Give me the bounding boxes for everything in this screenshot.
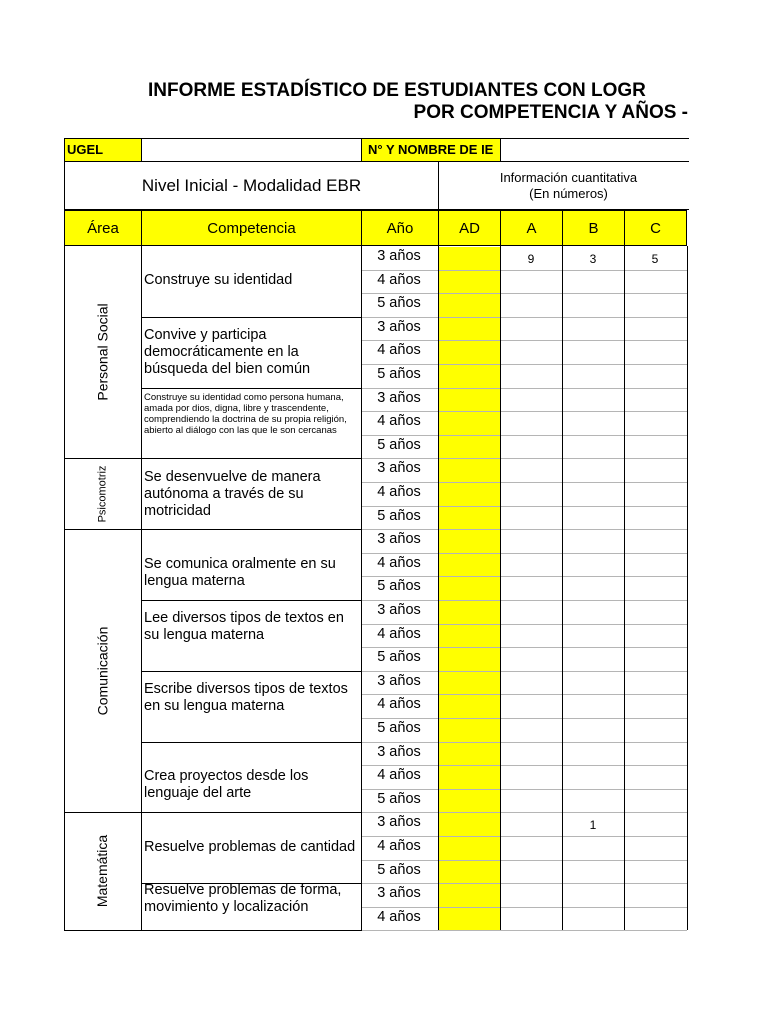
- col-header-anio: Año: [361, 210, 439, 246]
- area-cell: [64, 458, 141, 529]
- ad-cell[interactable]: [439, 648, 500, 671]
- competency-line: [141, 742, 362, 743]
- report-title: INFORME ESTADÍSTICO DE ESTUDIANTES CON LOGR: [148, 80, 646, 101]
- row-line: [361, 836, 687, 837]
- area-label: Personal Social: [94, 303, 111, 401]
- year-label: 5 años: [377, 861, 421, 878]
- ad-cell[interactable]: [439, 318, 500, 341]
- ad-cell[interactable]: [439, 743, 500, 766]
- ad-cell[interactable]: [439, 412, 500, 435]
- ad-cell[interactable]: [439, 577, 500, 600]
- year-label: 3 años: [377, 885, 421, 902]
- row-line: [361, 506, 687, 507]
- ie-value-cell[interactable]: [500, 138, 689, 162]
- row-line: [361, 553, 687, 554]
- info-heading: [438, 162, 689, 210]
- year-label: 4 años: [377, 271, 421, 288]
- row-line: [361, 270, 687, 271]
- competency-line: [141, 812, 362, 813]
- col-line: [687, 246, 688, 930]
- competency-cell: Resuelve problemas de cantidad: [144, 838, 356, 855]
- year-label: 5 años: [377, 436, 421, 453]
- area-label: Comunicación: [94, 626, 111, 716]
- competency-cell: Escribe diversos tipos de textos en su lengua materna: [144, 681, 348, 715]
- col-header-a: A: [500, 210, 563, 246]
- competency-line: [141, 458, 362, 459]
- year-label: 4 años: [377, 554, 421, 571]
- ad-cell[interactable]: [439, 389, 500, 412]
- year-label: 4 años: [377, 767, 421, 784]
- year-label: 3 años: [377, 672, 421, 689]
- ad-cell[interactable]: [439, 813, 500, 836]
- row-line: [361, 340, 687, 341]
- row-line: [361, 576, 687, 577]
- info-line-2: (En números): [529, 186, 608, 201]
- area-cell: [64, 529, 141, 812]
- ad-cell[interactable]: [439, 365, 500, 388]
- competency-line: [141, 388, 362, 389]
- year-label: 4 años: [377, 838, 421, 854]
- row-line: [361, 529, 687, 530]
- ad-cell[interactable]: [439, 530, 500, 553]
- year-label: 3 años: [377, 602, 421, 618]
- competency-line: [141, 671, 362, 672]
- info-line-1: Información cuantitativa: [499, 170, 638, 185]
- ad-cell[interactable]: [439, 672, 500, 695]
- competency-cell: Se comunica oralmente en su lengua materna: [144, 555, 336, 589]
- row-line: [361, 883, 687, 884]
- row-line: [361, 624, 687, 625]
- ad-cell[interactable]: [439, 459, 500, 482]
- ie-label: N° Y NOMBRE DE IE: [361, 138, 501, 162]
- col-line: [64, 246, 65, 930]
- year-label: 5 años: [377, 720, 421, 736]
- ad-cell[interactable]: [439, 294, 500, 317]
- year-label: 4 años: [377, 413, 421, 430]
- value-cell: 5: [651, 252, 659, 266]
- ad-cell[interactable]: [439, 719, 500, 742]
- ad-cell[interactable]: [439, 341, 500, 364]
- row-line: [361, 860, 687, 861]
- area-label: Matemática: [94, 835, 111, 908]
- row-line: [361, 907, 687, 908]
- row-line: [361, 694, 687, 695]
- ugel-value-cell[interactable]: [141, 138, 362, 162]
- year-label: 3 años: [377, 389, 421, 406]
- ad-cell[interactable]: [439, 507, 500, 530]
- ad-cell[interactable]: [439, 625, 500, 648]
- area-cell: [64, 812, 141, 930]
- ugel-label: UGEL: [64, 138, 142, 162]
- competency-cell: Se desenvuelve de manera autónoma a través de su motricidad: [144, 468, 321, 519]
- row-line: [361, 930, 687, 931]
- row-line: [361, 600, 687, 601]
- year-label: 3 años: [377, 743, 421, 760]
- year-label: 5 años: [377, 578, 421, 595]
- ad-cell[interactable]: [439, 601, 500, 624]
- row-line: [361, 765, 687, 766]
- ad-cell[interactable]: [439, 271, 500, 294]
- row-line: [361, 789, 687, 790]
- row-line: [361, 718, 687, 719]
- row-line: [361, 364, 687, 365]
- col-line: [141, 246, 142, 930]
- competency-line: [141, 317, 362, 318]
- row-line: [361, 482, 687, 483]
- row-line: [361, 742, 687, 743]
- ad-cell[interactable]: [439, 861, 500, 884]
- value-cell: 3: [589, 252, 597, 266]
- col-header-area: Área: [64, 210, 142, 246]
- year-label: 5 años: [377, 649, 421, 666]
- year-label: 5 años: [377, 295, 421, 312]
- competency-cell: Convive y participa democráticamente en la búsqueda del bien común: [144, 327, 311, 378]
- year-label: 3 años: [377, 531, 421, 548]
- area-cell: [64, 246, 141, 458]
- row-line: [361, 388, 687, 389]
- ad-cell[interactable]: [439, 436, 500, 459]
- col-header-b: B: [562, 210, 625, 246]
- col-header-c: C: [624, 210, 687, 246]
- row-line: [361, 317, 687, 318]
- area-label: Psicomotriz: [96, 465, 109, 523]
- col-line: [624, 246, 625, 930]
- ad-cell[interactable]: [439, 790, 500, 813]
- competency-cell: Lee diversos tipos de textos en su lengua materna: [144, 610, 344, 644]
- area-line: [64, 930, 142, 931]
- competency-cell: Construye su identidad: [144, 272, 293, 289]
- row-line: [361, 647, 687, 648]
- competency-line: [141, 600, 362, 601]
- nivel-heading: Nivel Inicial - Modalidad EBR: [64, 162, 439, 210]
- year-label: 4 años: [377, 625, 421, 642]
- ad-cell[interactable]: [439, 766, 500, 789]
- year-label: 4 años: [377, 696, 421, 713]
- year-label: 3 años: [377, 460, 421, 477]
- ad-cell[interactable]: [439, 483, 500, 506]
- year-label: 5 años: [377, 366, 421, 382]
- ad-cell[interactable]: [439, 837, 500, 860]
- year-label: 5 años: [377, 790, 421, 807]
- ad-cell[interactable]: [439, 247, 500, 270]
- row-line: [361, 812, 687, 813]
- competency-line: [141, 529, 362, 530]
- year-label: 3 años: [377, 318, 421, 335]
- row-line: [361, 435, 687, 436]
- value-cell: 9: [527, 252, 535, 266]
- col-header-competencia: Competencia: [141, 210, 362, 246]
- year-label: 4 años: [377, 908, 421, 925]
- year-label: 4 años: [377, 342, 421, 359]
- year-label: 4 años: [377, 484, 421, 500]
- year-label: 3 años: [377, 814, 421, 831]
- col-line: [361, 246, 362, 930]
- competency-cell: Construye su identidad como persona humana, amada por dios, digna, libre y trascendente, comprendiendo la doctrina de su propia religión, abierto al diálogo con las que le son cercanas: [144, 391, 347, 436]
- year-label: 5 años: [377, 507, 421, 524]
- value-cell: 1: [589, 818, 597, 833]
- row-line: [361, 411, 687, 412]
- ad-cell[interactable]: [439, 695, 500, 718]
- row-line: [361, 293, 687, 294]
- report-table: [64, 0, 689, 935]
- col-header-ad: AD: [438, 210, 501, 246]
- competency-line: [141, 930, 362, 931]
- row-line: [361, 458, 687, 459]
- ad-cell[interactable]: [439, 884, 500, 907]
- col-line: [438, 246, 439, 930]
- year-label: 3 años: [377, 248, 421, 264]
- col-line: [500, 246, 501, 930]
- ad-cell[interactable]: [439, 554, 500, 577]
- report-subtitle: POR COMPETENCIA Y AÑOS -: [413, 102, 688, 123]
- ad-cell[interactable]: [439, 908, 500, 931]
- competency-cell: Resuelve problemas de forma, movimiento y localización: [144, 881, 342, 915]
- row-line: [361, 671, 687, 672]
- competency-cell: Crea proyectos desde los lenguaje del arte: [144, 768, 309, 801]
